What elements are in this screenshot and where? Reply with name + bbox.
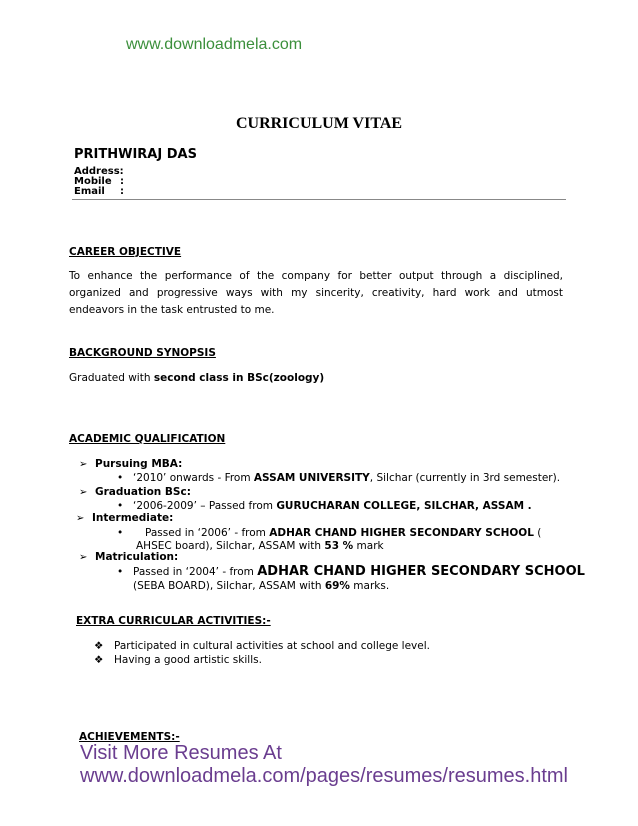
matric-line2-post: marks.	[349, 580, 390, 592]
matric-line2-pre: (SEBA BOARD), Silchar, ASSAM with	[133, 580, 325, 592]
watermark-bottom	[80, 742, 568, 788]
document-title: CURRICULUM VITAE	[235, 115, 403, 132]
candidate-name: PRITHWIRAJ DAS	[74, 147, 197, 162]
matric-label-line	[79, 551, 178, 563]
inter-post: (	[533, 527, 542, 539]
matric-pre: Passed in ‘2004’ - from	[133, 566, 258, 578]
inter-detail	[117, 527, 541, 539]
achievements-heading: ACHIEVEMENTS:-	[79, 731, 180, 743]
background-prefix: Graduated with	[69, 372, 154, 384]
arrow-bullet-icon: ➢	[76, 513, 85, 524]
mba-detail	[117, 472, 560, 484]
watermark-bottom-line2: www.downloadmela.com/pages/resumes/resumes.html	[80, 765, 568, 787]
extra-item	[94, 640, 430, 652]
matric-detail-2	[133, 580, 389, 592]
mba-post: , Silchar (currently in 3rd semester).	[369, 472, 561, 484]
matric-bold: ADHAR CHAND HIGHER SECONDARY SCHOOL	[257, 564, 585, 579]
email-separator: :	[120, 186, 124, 197]
background-text	[69, 372, 324, 384]
matric-label: Matriculation:	[95, 551, 179, 563]
academic-heading: ACADEMIC QUALIFICATION	[69, 433, 226, 445]
watermark-top: www.downloadmela.com	[126, 36, 303, 53]
grad-label: Graduation BSc:	[95, 486, 191, 498]
inter-line2-bold: 53 %	[324, 540, 354, 552]
inter-pre: Passed in ‘2006’ - from	[145, 527, 270, 539]
watermark-bottom-line1: Visit More Resumes At	[80, 742, 282, 764]
mba-label-line	[79, 458, 182, 470]
email-label: Email	[74, 186, 105, 197]
inter-bold: ADHAR CHAND HIGHER SECONDARY SCHOOL	[269, 527, 534, 539]
mobile-separator: :	[120, 176, 124, 187]
grad-bold: GURUCHARAN COLLEGE, SILCHAR, ASSAM .	[276, 500, 532, 512]
matric-line2-bold: 69%	[324, 580, 350, 592]
extra-heading: EXTRA CURRICULAR ACTIVITIES:-	[76, 615, 271, 627]
career-heading: CAREER OBJECTIVE	[69, 246, 182, 258]
mba-pre: ‘2010’ onwards - From	[133, 472, 254, 484]
career-text: To enhance the performance of the company for better output through a disciplined, organized and progressive ways with my sincerity, creativity, hard work and utmost endeavors in the task entrusted to me.	[69, 270, 563, 316]
inter-line2-post: mark	[353, 540, 384, 552]
grad-label-line	[79, 486, 191, 498]
matric-detail	[117, 564, 585, 579]
mba-bold: ASSAM UNIVERSITY	[253, 472, 370, 484]
background-bold: second class in BSc(zoology)	[153, 372, 325, 384]
email-line	[74, 186, 124, 197]
bullet-icon: •	[117, 527, 124, 539]
extra-item-text: Having a good artistic skills.	[114, 654, 262, 666]
bullet-icon: •	[117, 566, 124, 578]
extra-item-text: Participated in cultural activities at school and college level.	[114, 640, 430, 652]
diamond-bullet-icon: ❖	[94, 640, 104, 652]
extra-item	[94, 654, 262, 666]
arrow-bullet-icon: ➢	[79, 459, 88, 470]
mba-label: Pursuing MBA:	[95, 458, 183, 470]
header-divider	[72, 199, 566, 200]
background-heading: BACKGROUND SYNOPSIS	[69, 347, 216, 359]
diamond-bullet-icon: ❖	[94, 654, 104, 666]
arrow-bullet-icon: ➢	[79, 487, 88, 498]
arrow-bullet-icon: ➢	[79, 552, 88, 563]
grad-pre: ‘2006-2009’ – Passed from	[133, 500, 277, 512]
grad-detail	[117, 500, 532, 512]
address-label: Address:	[74, 166, 124, 177]
inter-label: Intermediate:	[92, 512, 174, 524]
mobile-label: Mobile	[74, 176, 112, 187]
inter-line2-pre: AHSEC board), Silchar, ASSAM with	[136, 540, 325, 552]
bullet-icon: •	[117, 500, 124, 512]
bullet-icon: •	[117, 472, 124, 484]
inter-label-line	[76, 512, 173, 524]
